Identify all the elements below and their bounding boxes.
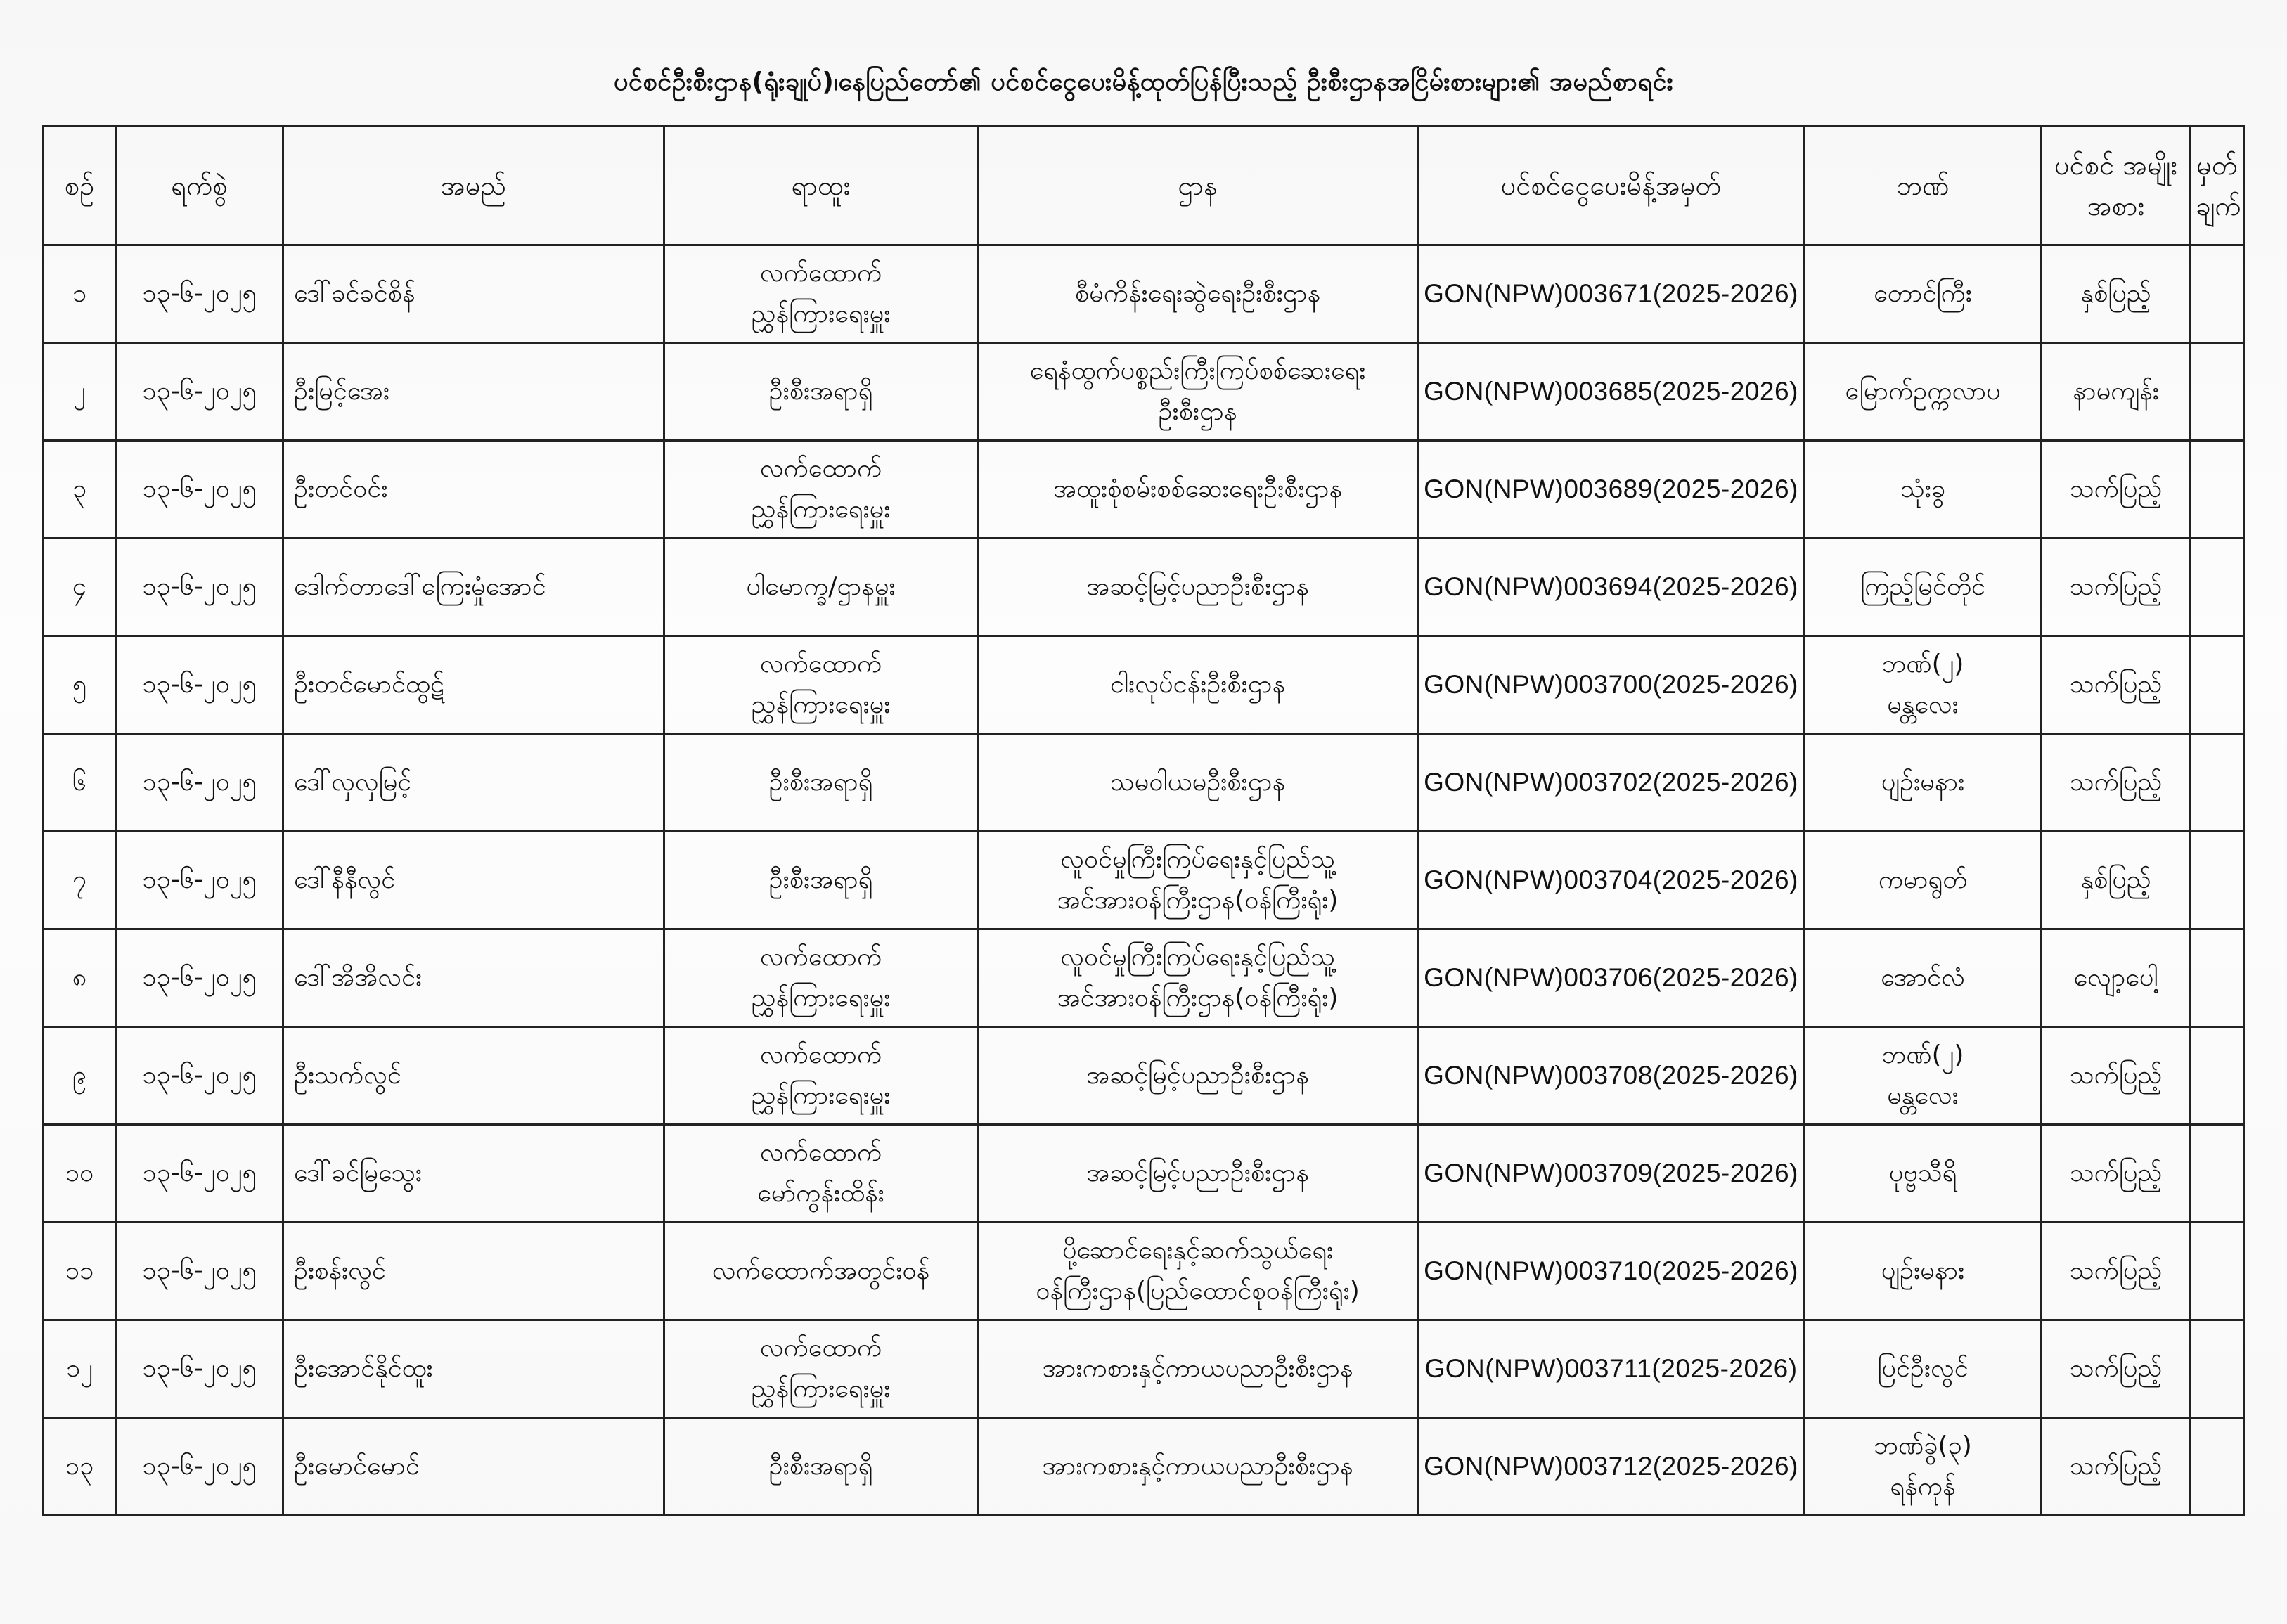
cell-rank-text: ညွှန်ကြားရေးမှူး	[751, 984, 891, 1012]
cell-no	[44, 245, 116, 343]
cell-date-text: ၁၃-၆-၂၀၂၅	[142, 670, 257, 699]
cell-rank-text: လက်ထောက်အတွင်းဝန်	[711, 1256, 930, 1285]
table-row	[44, 343, 2244, 441]
cell-name	[283, 832, 664, 929]
cell-pension-type	[2042, 1418, 2191, 1516]
cell-date-text: ၁၃-၆-၂၀၂၅	[142, 1159, 257, 1187]
cell-department-text: အဆင့်မြင့်ပညာဦးစီးဌာန	[1086, 1159, 1309, 1187]
cell-name	[283, 441, 664, 539]
cell-date	[116, 245, 283, 343]
cell-rank-text: ညွှန်ကြားရေးမှူး	[751, 495, 891, 524]
cell-department-text: အားကစားနှင့်ကာယပညာဦးစီးဌာန	[1042, 1452, 1353, 1481]
cell-department	[978, 734, 1418, 832]
cell-bank-text: မန္တလေး	[1887, 1081, 1959, 1110]
pensioner-table	[42, 125, 2245, 1516]
header-rank: ရာထူး	[664, 127, 978, 245]
cell-name	[283, 1418, 664, 1516]
cell-pension-type-text: လျော့ပေါ့	[2073, 963, 2158, 992]
cell-name-text: ဦးသက်လွင်	[294, 1061, 401, 1090]
cell-department-text: အင်အားဝန်ကြီးဌာန(ဝန်ကြီးရုံး)	[1057, 886, 1339, 915]
cell-name-text: ဦးတင်မောင်ထွဋ်	[294, 670, 444, 699]
cell-pension-type-text: သက်ပြည့်	[2069, 572, 2163, 601]
cell-bank	[1805, 1320, 2042, 1418]
cell-bank-text: ဘဏ်(၂)	[1881, 650, 1964, 678]
cell-remark	[2191, 441, 2244, 539]
cell-pension-order-no-text: GON(NPW)003711(2025-2026)	[1424, 1354, 1798, 1383]
cell-pension-order-no	[1418, 539, 1805, 636]
cell-date-text: ၁၃-၆-၂၀၂၅	[142, 1452, 257, 1481]
cell-rank-text: ပါမောက္ခ/ဌာနမှူး	[746, 572, 896, 601]
cell-bank-text: ပျဉ်းမနား	[1881, 1256, 1965, 1285]
cell-pension-type	[2042, 1320, 2191, 1418]
cell-department-text: လူဝင်မှုကြီးကြပ်ရေးနှင့်ပြည်သူ့	[1060, 943, 1335, 972]
cell-rank	[664, 441, 978, 539]
cell-name	[283, 636, 664, 734]
cell-rank-text: လက်ထောက်	[759, 454, 882, 483]
cell-pension-order-no-text: GON(NPW)003706(2025-2026)	[1424, 963, 1798, 992]
cell-name-text: ဒေါ်ခင်ခင်စိန်	[294, 279, 415, 308]
cell-pension-type	[2042, 539, 2191, 636]
cell-rank-text: ညွှန်ကြားရေးမှူး	[751, 690, 891, 719]
header-department: ဌာန	[978, 127, 1418, 245]
cell-department	[978, 1418, 1418, 1516]
cell-name-text: ဦးမောင်မောင်	[294, 1452, 420, 1481]
cell-date	[116, 1418, 283, 1516]
cell-name-text: ဒေါ်ခင်မြသွေး	[294, 1159, 423, 1187]
cell-no	[44, 832, 116, 929]
table-header-row	[44, 127, 2244, 245]
cell-department-text: အထူးစုံစမ်းစစ်ဆေးရေးဦးစီးဌာန	[1052, 475, 1343, 503]
cell-pension-order-no	[1418, 929, 1805, 1027]
cell-no-text: ၁၁	[65, 1256, 94, 1285]
cell-bank-text: ဘဏ်ခွဲ(၃)	[1874, 1431, 1972, 1460]
cell-rank-text: လက်ထောက်	[759, 1138, 882, 1167]
table-row	[44, 1320, 2244, 1418]
cell-date-text: ၁၃-၆-၂၀၂၅	[142, 475, 257, 503]
cell-no-text: ၁၃	[65, 1452, 94, 1481]
cell-name-text: ဒေါက်တာဒေါ်ကြေးမှုံအောင်	[294, 572, 546, 601]
cell-no	[44, 441, 116, 539]
table-row	[44, 734, 2244, 832]
cell-no	[44, 636, 116, 734]
cell-no-text: ၁၂	[66, 1354, 93, 1383]
cell-rank-text: ဦးစီးအရာရှိ	[768, 768, 873, 797]
cell-remark	[2191, 929, 2244, 1027]
cell-rank	[664, 1418, 978, 1516]
cell-bank-text: ရန်ကုန်	[1890, 1472, 1956, 1501]
cell-name-text: ဒေါ်လှလှမြင့်	[294, 768, 412, 797]
cell-pension-order-no	[1418, 734, 1805, 832]
cell-bank	[1805, 539, 2042, 636]
cell-no	[44, 1320, 116, 1418]
cell-rank-text: လက်ထောက်	[759, 943, 882, 972]
table-row	[44, 441, 2244, 539]
cell-pension-type-text: နှစ်ပြည့်	[2080, 279, 2151, 308]
cell-date	[116, 539, 283, 636]
cell-rank-text: လက်ထောက်	[759, 1040, 882, 1069]
cell-no	[44, 539, 116, 636]
cell-bank-text: သုံးခွ	[1900, 475, 1946, 503]
cell-bank-text: ပုဗ္ဗသီရိ	[1888, 1159, 1957, 1187]
cell-name	[283, 929, 664, 1027]
cell-remark	[2191, 734, 2244, 832]
cell-date-text: ၁၃-၆-၂၀၂၅	[142, 377, 257, 406]
cell-bank	[1805, 441, 2042, 539]
cell-department-text: ဦးစီးဌာန	[1158, 397, 1237, 426]
header-pension-type: ပင်စင် အမျိုးအစား	[2042, 127, 2191, 245]
table-row	[44, 636, 2244, 734]
cell-date	[116, 1125, 283, 1223]
cell-pension-order-no	[1418, 1418, 1805, 1516]
cell-pension-order-no-text: GON(NPW)003702(2025-2026)	[1424, 768, 1798, 797]
cell-bank	[1805, 245, 2042, 343]
cell-name	[283, 1027, 664, 1125]
document-title: ပင်စင်ဦးစီးဌာန(ရုံးချုပ်)၊နေပြည်တော်၏ ပင်စင်ငွေပေးမိန့်ထုတ်ပြန်ပြီးသည့် ဦးစီးဌာနအငြိမ်းစားများ၏ အမည်စာရင်း	[613, 67, 1674, 96]
cell-name	[283, 1223, 664, 1320]
cell-department	[978, 1125, 1418, 1223]
cell-rank-text: ညွှန်ကြားရေးမှူး	[751, 299, 891, 328]
table-row	[44, 539, 2244, 636]
table-row	[44, 1223, 2244, 1320]
cell-department-text: အားကစားနှင့်ကာယပညာဦးစီးဌာန	[1042, 1354, 1353, 1383]
cell-pension-order-no-text: GON(NPW)003709(2025-2026)	[1424, 1159, 1798, 1187]
cell-date	[116, 636, 283, 734]
cell-remark	[2191, 1125, 2244, 1223]
cell-bank-text: မန္တလေး	[1887, 690, 1959, 719]
table-row	[44, 1027, 2244, 1125]
cell-pension-type	[2042, 1125, 2191, 1223]
cell-bank-text: ကြည့်မြင်တိုင်	[1860, 572, 1985, 601]
cell-pension-order-no	[1418, 832, 1805, 929]
cell-date	[116, 343, 283, 441]
cell-pension-order-no	[1418, 245, 1805, 343]
cell-remark	[2191, 1223, 2244, 1320]
cell-department-text: အဆင့်မြင့်ပညာဦးစီးဌာန	[1086, 1061, 1309, 1090]
cell-date	[116, 929, 283, 1027]
cell-remark	[2191, 1320, 2244, 1418]
cell-name	[283, 245, 664, 343]
cell-bank-text: တောင်ကြီး	[1874, 279, 1972, 308]
cell-pension-order-no-text: GON(NPW)003712(2025-2026)	[1424, 1452, 1798, 1481]
cell-bank	[1805, 832, 2042, 929]
cell-no-text: ၈	[72, 963, 87, 992]
cell-rank	[664, 1320, 978, 1418]
cell-rank-text: ဦးစီးအရာရှိ	[768, 377, 873, 406]
cell-rank-text: ဦးစီးအရာရှိ	[768, 865, 873, 894]
cell-remark	[2191, 636, 2244, 734]
cell-pension-order-no-text: GON(NPW)003708(2025-2026)	[1424, 1061, 1798, 1090]
cell-pension-order-no-text: GON(NPW)003694(2025-2026)	[1424, 572, 1798, 601]
cell-department	[978, 636, 1418, 734]
cell-name	[283, 1125, 664, 1223]
cell-no	[44, 1418, 116, 1516]
cell-rank	[664, 636, 978, 734]
cell-department	[978, 441, 1418, 539]
cell-date	[116, 1320, 283, 1418]
cell-no	[44, 1223, 116, 1320]
cell-bank	[1805, 636, 2042, 734]
cell-rank-text: ဦးစီးအရာရှိ	[768, 1452, 873, 1481]
cell-pension-type	[2042, 441, 2191, 539]
cell-remark	[2191, 245, 2244, 343]
cell-date	[116, 734, 283, 832]
cell-pension-type-text: သက်ပြည့်	[2069, 1256, 2163, 1285]
cell-rank	[664, 539, 978, 636]
cell-pension-order-no	[1418, 441, 1805, 539]
header-name: အမည်	[283, 127, 664, 245]
cell-rank-text: လက်ထောက်	[759, 1334, 882, 1362]
cell-name-text: ဒေါ်နီနီလွင်	[294, 865, 396, 894]
cell-pension-type-text: သက်ပြည့်	[2069, 475, 2163, 503]
cell-date	[116, 441, 283, 539]
cell-pension-order-no-text: GON(NPW)003685(2025-2026)	[1424, 377, 1798, 406]
cell-no-text: ၁၀	[65, 1159, 94, 1187]
cell-department-text: ဝန်ကြီးဌာန(ပြည်ထောင်စုဝန်ကြီးရုံး)	[1036, 1277, 1360, 1306]
table-body	[44, 245, 2244, 1516]
cell-name-text: ဦးအောင်နိုင်ထူး	[294, 1354, 433, 1383]
cell-department-text: စီမံကိန်းရေးဆွဲရေးဦးစီးဌာန	[1074, 279, 1321, 308]
cell-date-text: ၁၃-၆-၂၀၂၅	[142, 768, 257, 797]
cell-department	[978, 929, 1418, 1027]
cell-bank-text: အောင်လံ	[1881, 963, 1965, 992]
cell-no	[44, 1125, 116, 1223]
cell-remark	[2191, 832, 2244, 929]
cell-name	[283, 343, 664, 441]
cell-pension-type-text: နှစ်ပြည့်	[2080, 865, 2151, 894]
cell-name	[283, 734, 664, 832]
cell-no	[44, 343, 116, 441]
cell-bank-text: ပျဉ်းမနား	[1881, 768, 1965, 797]
cell-pension-type-text: သက်ပြည့်	[2069, 768, 2163, 797]
header-remark: မှတ် ချက်	[2191, 127, 2244, 245]
cell-bank-text: ပြင်ဦးလွင်	[1877, 1354, 1969, 1383]
cell-pension-type-text: သက်ပြည့်	[2069, 1159, 2163, 1187]
cell-no	[44, 734, 116, 832]
table-row	[44, 929, 2244, 1027]
cell-bank	[1805, 734, 2042, 832]
cell-pension-type	[2042, 929, 2191, 1027]
cell-pension-type	[2042, 734, 2191, 832]
header-pension-order-no: ပင်စင်ငွေပေးမိန့်အမှတ်	[1418, 127, 1805, 245]
cell-name-text: ဦးမြင့်အေး	[294, 377, 390, 406]
cell-department	[978, 1027, 1418, 1125]
cell-no-text: ၅	[72, 670, 87, 699]
cell-department-text: ရေနံထွက်ပစ္စည်းကြီးကြပ်စစ်ဆေးရေး	[1029, 356, 1366, 385]
cell-remark	[2191, 539, 2244, 636]
cell-pension-order-no-text: GON(NPW)003710(2025-2026)	[1424, 1256, 1798, 1285]
cell-rank	[664, 832, 978, 929]
cell-pension-order-no	[1418, 343, 1805, 441]
table-row	[44, 1418, 2244, 1516]
cell-bank-text: ကမာရွတ်	[1878, 865, 1968, 894]
cell-bank	[1805, 1223, 2042, 1320]
cell-bank	[1805, 1418, 2042, 1516]
cell-no-text: ၆	[72, 768, 87, 797]
cell-date	[116, 1223, 283, 1320]
cell-date-text: ၁၃-၆-၂၀၂၅	[142, 963, 257, 992]
cell-pension-type	[2042, 1027, 2191, 1125]
table-row	[44, 1125, 2244, 1223]
cell-department-text: သမဝါယမဦးစီးဌာန	[1109, 768, 1286, 797]
cell-department-text: အဆင့်မြင့်ပညာဦးစီးဌာန	[1086, 572, 1309, 601]
cell-rank	[664, 1125, 978, 1223]
cell-remark	[2191, 343, 2244, 441]
cell-no-text: ၃	[72, 475, 87, 503]
cell-rank-text: ညွှန်ကြားရေးမှူး	[751, 1081, 891, 1110]
cell-bank-text: ဘဏ်(၂)	[1881, 1040, 1964, 1069]
header-bank: ဘဏ်	[1805, 127, 2042, 245]
cell-date-text: ၁၃-၆-၂၀၂၅	[142, 1256, 257, 1285]
cell-pension-type	[2042, 832, 2191, 929]
cell-rank-text: လက်ထောက်	[759, 259, 882, 288]
table-row	[44, 245, 2244, 343]
cell-pension-order-no	[1418, 636, 1805, 734]
cell-department	[978, 1223, 1418, 1320]
cell-no-text: ၄	[72, 572, 87, 601]
table-row	[44, 832, 2244, 929]
cell-pension-order-no	[1418, 1320, 1805, 1418]
cell-rank-text: ညွှန်ကြားရေးမှူး	[751, 1374, 891, 1403]
cell-rank	[664, 734, 978, 832]
cell-date	[116, 1027, 283, 1125]
cell-date-text: ၁၃-၆-၂၀၂၅	[142, 1354, 257, 1383]
cell-pension-type	[2042, 636, 2191, 734]
cell-pension-order-no-text: GON(NPW)003671(2025-2026)	[1424, 279, 1798, 308]
cell-bank	[1805, 929, 2042, 1027]
cell-department-text: အင်အားဝန်ကြီးဌာန(ဝန်ကြီးရုံး)	[1057, 984, 1339, 1012]
cell-rank	[664, 343, 978, 441]
cell-pension-type-text: သက်ပြည့်	[2069, 670, 2163, 699]
cell-no	[44, 929, 116, 1027]
cell-remark	[2191, 1027, 2244, 1125]
cell-department-text: လူဝင်မှုကြီးကြပ်ရေးနှင့်ပြည်သူ့	[1060, 845, 1335, 874]
header-date: ရက်စွဲ	[116, 127, 283, 245]
cell-pension-order-no	[1418, 1027, 1805, 1125]
cell-date-text: ၁၃-၆-၂၀၂၅	[142, 279, 257, 308]
cell-date-text: ၁၃-၆-၂၀၂၅	[142, 865, 257, 894]
pensioner-table-wrap	[42, 125, 2243, 1516]
header-no: စဉ်	[44, 127, 116, 245]
cell-pension-order-no	[1418, 1223, 1805, 1320]
cell-pension-type-text: သက်ပြည့်	[2069, 1452, 2163, 1481]
cell-pension-type	[2042, 1223, 2191, 1320]
cell-name	[283, 539, 664, 636]
cell-no	[44, 1027, 116, 1125]
cell-department	[978, 832, 1418, 929]
cell-bank	[1805, 1027, 2042, 1125]
cell-no-text: ၇	[72, 865, 87, 894]
cell-name-text: ဦးတင်ဝင်း	[294, 475, 388, 503]
cell-department	[978, 1320, 1418, 1418]
cell-pension-type	[2042, 245, 2191, 343]
cell-bank-text: မြောက်ဥက္ကလာပ	[1845, 377, 2001, 406]
cell-date	[116, 832, 283, 929]
cell-department	[978, 343, 1418, 441]
cell-bank	[1805, 1125, 2042, 1223]
cell-pension-order-no	[1418, 1125, 1805, 1223]
cell-pension-order-no-text: GON(NPW)003689(2025-2026)	[1424, 475, 1798, 503]
cell-department	[978, 539, 1418, 636]
cell-rank-text: မော်ကွန်းထိန်း	[757, 1179, 884, 1208]
cell-rank	[664, 1027, 978, 1125]
cell-rank	[664, 929, 978, 1027]
cell-pension-type-text: သက်ပြည့်	[2069, 1354, 2163, 1383]
cell-pension-type-text: သက်ပြည့်	[2069, 1061, 2163, 1090]
cell-remark	[2191, 1418, 2244, 1516]
cell-name	[283, 1320, 664, 1418]
cell-rank-text: လက်ထောက်	[759, 650, 882, 678]
cell-no-text: ၂	[73, 377, 86, 406]
cell-department-text: ပို့ဆောင်ရေးနှင့်ဆက်သွယ်ရေး	[1062, 1236, 1334, 1265]
cell-rank	[664, 245, 978, 343]
cell-pension-type-text: နာမကျန်း	[2073, 377, 2159, 406]
cell-name-text: ဦးစန်းလွင်	[294, 1256, 386, 1285]
cell-date-text: ၁၃-၆-၂၀၂၅	[142, 572, 257, 601]
cell-name-text: ဒေါ်အိအိလင်း	[294, 963, 423, 992]
cell-date-text: ၁၃-၆-၂၀၂၅	[142, 1061, 257, 1090]
cell-no-text: ၁	[72, 279, 87, 308]
cell-department-text: ငါးလုပ်ငန်းဦးစီးဌာန	[1109, 670, 1286, 699]
cell-bank	[1805, 343, 2042, 441]
cell-no-text: ၉	[72, 1061, 87, 1090]
cell-pension-order-no-text: GON(NPW)003704(2025-2026)	[1424, 865, 1798, 894]
cell-rank	[664, 1223, 978, 1320]
cell-department	[978, 245, 1418, 343]
cell-pension-type	[2042, 343, 2191, 441]
cell-pension-order-no-text: GON(NPW)003700(2025-2026)	[1424, 670, 1798, 699]
